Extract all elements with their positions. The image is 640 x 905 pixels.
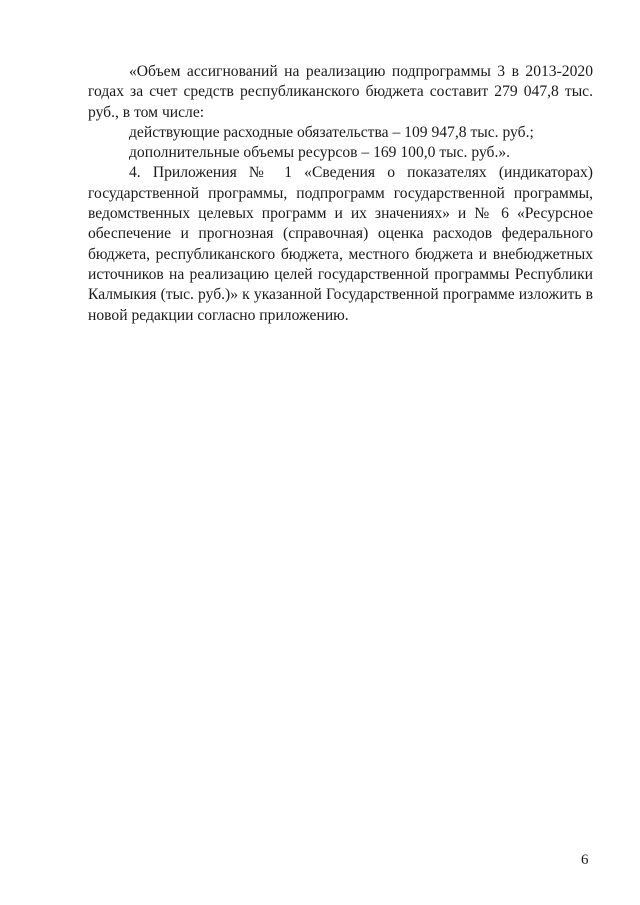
paragraph-additional-resources: дополнительные объемы ресурсов – 169 100,0 тыс. руб.». — [129, 144, 511, 162]
paragraph-item-4-appendices: 4. Приложения № 1 «Сведения о показателях (индикаторах) государственной программы, подпрограмм государственной программы, ведомственных целевых программ и их значениях» и № 6 «Ресурсное обеспечение и прогнозная (справочная) оценка расходов федерального бюджета, республиканского бюджета, местного бюджета и внебюджетных источников на реализацию целей государственной программы Республики Калмыкия (тыс. руб.)» к указанной Государственной программе изложить в новой редакции согласно приложению. — [88, 164, 593, 324]
paragraph-current-obligations: действующие расходные обязательства – 109 947,8 тыс. руб.; — [129, 123, 534, 141]
paragraph-allocations: «Объем ассигнований на реализацию подпрограммы 3 в 2013-2020 годах за счет средств республиканского бюджета составит 279 047,8 тыс. руб., в том числе: — [88, 63, 593, 121]
page-number: 6 — [581, 852, 589, 868]
document-body — [88, 62, 593, 326]
